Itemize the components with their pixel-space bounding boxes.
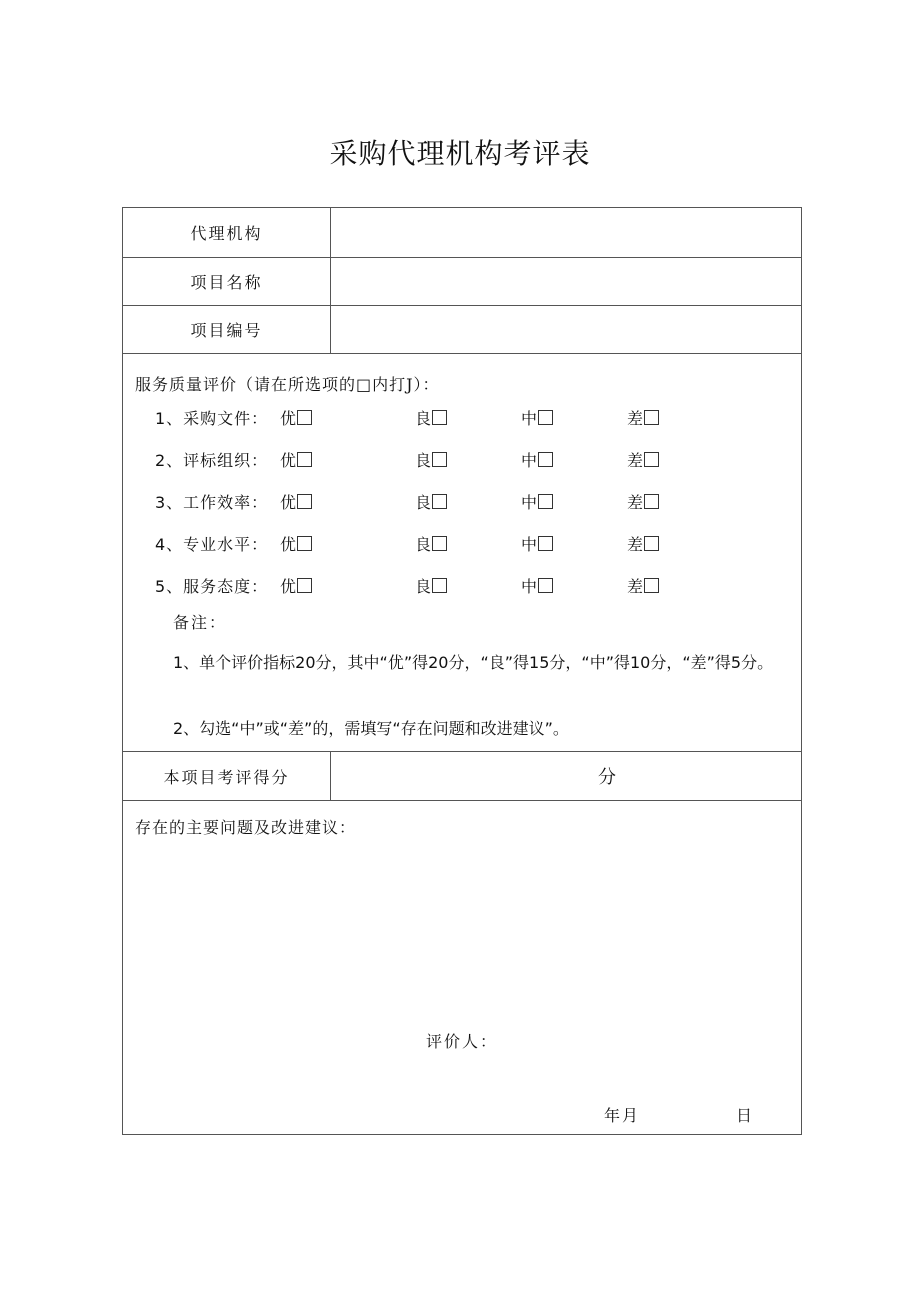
- checkbox-icon[interactable]: [538, 452, 553, 467]
- criterion-label: 4、专业水平：: [155, 535, 269, 554]
- option-excellent[interactable]: 优: [280, 406, 312, 429]
- option-excellent[interactable]: 优: [280, 574, 312, 597]
- date-year-month: 年月: [604, 1106, 641, 1125]
- option-fair[interactable]: 中: [521, 406, 553, 429]
- date-day: 日: [736, 1106, 753, 1125]
- checkbox-icon[interactable]: [538, 578, 553, 593]
- checkbox-icon[interactable]: [432, 410, 447, 425]
- checkbox-icon[interactable]: [432, 452, 447, 467]
- criterion-label: 3、工作效率：: [155, 493, 269, 512]
- checkbox-icon[interactable]: [538, 410, 553, 425]
- project-name-field[interactable]: [331, 258, 801, 305]
- checkbox-icon[interactable]: [538, 494, 553, 509]
- project-number-field[interactable]: [331, 306, 801, 353]
- criterion-label: 1、采购文件：: [155, 409, 269, 428]
- option-excellent[interactable]: 优: [280, 490, 312, 513]
- option-fair[interactable]: 中: [521, 532, 553, 555]
- option-good[interactable]: 良: [415, 490, 447, 513]
- issues-section[interactable]: [123, 801, 801, 1134]
- option-good[interactable]: 良: [415, 406, 447, 429]
- row-project-score: [123, 752, 801, 801]
- option-excellent[interactable]: 优: [280, 532, 312, 555]
- option-fair[interactable]: 中: [521, 574, 553, 597]
- criterion-row: [155, 448, 775, 472]
- criterion-row: [155, 406, 775, 430]
- option-poor[interactable]: 差: [627, 406, 659, 429]
- checkbox-icon[interactable]: [644, 410, 659, 425]
- row-project-name: [123, 258, 801, 306]
- checkbox-icon[interactable]: [297, 536, 312, 551]
- project-score-label: 本项目考评得分: [123, 752, 331, 800]
- evaluator-label: 评价人：: [426, 1032, 499, 1051]
- project-score-field[interactable]: [331, 752, 801, 800]
- checkbox-icon[interactable]: [432, 536, 447, 551]
- option-good[interactable]: 良: [415, 532, 447, 555]
- service-quality-heading: 服务质量评价（请在所选项的□内打J）：: [135, 375, 440, 394]
- checkbox-icon[interactable]: [538, 536, 553, 551]
- option-excellent[interactable]: 优: [280, 448, 312, 471]
- criterion-row: [155, 490, 775, 514]
- option-poor[interactable]: 差: [627, 490, 659, 513]
- score-unit: 分: [598, 767, 616, 788]
- notes-label: 备注：: [173, 613, 228, 632]
- option-poor[interactable]: 差: [627, 532, 659, 555]
- checkbox-icon[interactable]: [432, 578, 447, 593]
- option-fair[interactable]: 中: [521, 490, 553, 513]
- checkbox-icon[interactable]: [297, 452, 312, 467]
- service-quality-section: [123, 354, 801, 752]
- checkbox-icon[interactable]: [297, 494, 312, 509]
- checkbox-icon[interactable]: [297, 578, 312, 593]
- option-good[interactable]: 良: [415, 448, 447, 471]
- note-scoring: 1、单个评价指标20分，其中“优”得20分，“良”得15分，“中”得10分，“差”得5分。: [173, 653, 774, 672]
- note-requirement: 2、勾选“中”或“差”的，需填写“存在问题和改进建议”。: [173, 719, 569, 738]
- project-name-label: 项目名称: [123, 258, 331, 305]
- option-poor[interactable]: 差: [627, 448, 659, 471]
- checkbox-icon[interactable]: [644, 578, 659, 593]
- checkbox-icon[interactable]: [297, 410, 312, 425]
- project-number-label: 项目编号: [123, 306, 331, 353]
- checkbox-icon[interactable]: [432, 494, 447, 509]
- option-fair[interactable]: 中: [521, 448, 553, 471]
- page-title: 采购代理机构考评表: [329, 137, 591, 170]
- row-agency: [123, 208, 801, 258]
- evaluation-form: [122, 207, 802, 1135]
- criterion-row: [155, 574, 775, 598]
- criterion-label: 2、评标组织：: [155, 451, 269, 470]
- option-good[interactable]: 良: [415, 574, 447, 597]
- option-poor[interactable]: 差: [627, 574, 659, 597]
- issues-label: 存在的主要问题及改进建议：: [135, 818, 357, 837]
- checkbox-icon[interactable]: [644, 536, 659, 551]
- checkbox-icon[interactable]: [644, 494, 659, 509]
- criterion-row: [155, 532, 775, 556]
- row-project-number: [123, 306, 801, 354]
- agency-field[interactable]: [331, 208, 801, 257]
- criterion-label: 5、服务态度：: [155, 577, 269, 596]
- agency-label: 代理机构: [123, 208, 331, 257]
- checkbox-icon[interactable]: [644, 452, 659, 467]
